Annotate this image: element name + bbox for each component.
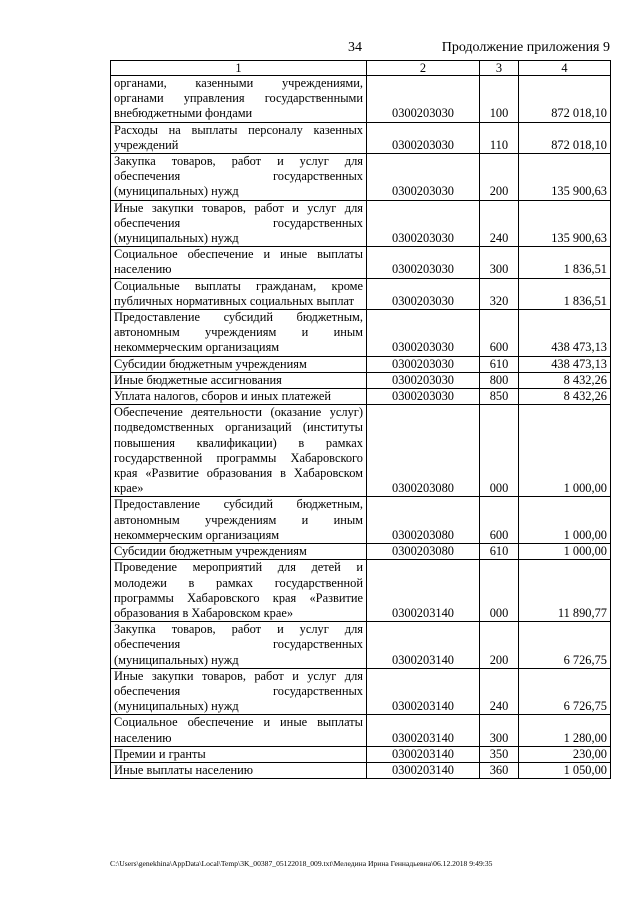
row-description: Премии и гранты (111, 746, 367, 762)
amount: 6 726,75 (519, 622, 611, 669)
expense-type-code: 600 (480, 310, 519, 357)
table-row (111, 389, 611, 405)
column-number-2: 2 (367, 61, 480, 76)
amount: 11 890,77 (519, 560, 611, 622)
table-row (111, 200, 611, 247)
amount: 1 000,00 (519, 544, 611, 560)
table-row (111, 76, 611, 123)
column-number-row (111, 61, 611, 76)
target-article-code: 0300203140 (367, 668, 480, 715)
amount: 872 018,10 (519, 76, 611, 123)
amount: 1 836,51 (519, 247, 611, 278)
table-body (111, 76, 611, 779)
column-number-4: 4 (519, 61, 611, 76)
target-article-code: 0300203030 (367, 356, 480, 372)
amount: 230,00 (519, 746, 611, 762)
amount: 135 900,63 (519, 154, 611, 201)
amount: 1 280,00 (519, 715, 611, 746)
expense-type-code: 360 (480, 762, 519, 778)
target-article-code: 0300203030 (367, 278, 480, 309)
table-row (111, 746, 611, 762)
table-row (111, 278, 611, 309)
expense-type-code: 000 (480, 405, 519, 497)
target-article-code: 0300203140 (367, 560, 480, 622)
expense-type-code: 300 (480, 247, 519, 278)
row-description: Закупка товаров, работ и услуг для обеспечения государственных (муниципальных) нужд (111, 622, 367, 669)
row-description: Социальное обеспечение и иные выплаты населению (111, 247, 367, 278)
row-description: Социальное обеспечение и иные выплаты населению (111, 715, 367, 746)
target-article-code: 0300203140 (367, 622, 480, 669)
expense-type-code: 110 (480, 122, 519, 153)
row-description: Предоставление субсидий бюджетным, автономным учреждениям и иным некоммерческим организациям (111, 497, 367, 544)
target-article-code: 0300203030 (367, 389, 480, 405)
table-row (111, 622, 611, 669)
row-description: Проведение мероприятий для детей и молодежи в рамках государственной программы Хабаровского края «Развитие образования в Хабаровском крае» (111, 560, 367, 622)
table-row (111, 310, 611, 357)
table-row (111, 356, 611, 372)
expense-type-code: 610 (480, 544, 519, 560)
table-row (111, 544, 611, 560)
target-article-code: 0300203030 (367, 247, 480, 278)
table-row (111, 560, 611, 622)
row-description: Иные закупки товаров, работ и услуг для обеспечения государственных (муниципальных) нужд (111, 668, 367, 715)
target-article-code: 0300203140 (367, 746, 480, 762)
amount: 1 050,00 (519, 762, 611, 778)
target-article-code: 0300203080 (367, 405, 480, 497)
row-description: Обеспечение деятельности (оказание услуг) подведомственных организаций (институты повышения квалификации) в рамках государственной программы Хабаровского края «Развитие образования в Хабаровском крае» (111, 405, 367, 497)
amount: 8 432,26 (519, 389, 611, 405)
amount: 872 018,10 (519, 122, 611, 153)
column-number-1: 1 (111, 61, 367, 76)
expense-type-code: 350 (480, 746, 519, 762)
target-article-code: 0300203140 (367, 762, 480, 778)
table-row (111, 762, 611, 778)
row-description: Иные выплаты населению (111, 762, 367, 778)
target-article-code: 0300203030 (367, 372, 480, 388)
row-description: Уплата налогов, сборов и иных платежей (111, 389, 367, 405)
row-description: Иные закупки товаров, работ и услуг для обеспечения государственных (муниципальных) нужд (111, 200, 367, 247)
expense-type-code: 200 (480, 622, 519, 669)
target-article-code: 0300203030 (367, 122, 480, 153)
amount: 1 000,00 (519, 405, 611, 497)
expense-type-code: 200 (480, 154, 519, 201)
table-row (111, 154, 611, 201)
target-article-code: 0300203140 (367, 715, 480, 746)
amount: 438 473,13 (519, 356, 611, 372)
row-description: Субсидии бюджетным учреждениям (111, 544, 367, 560)
row-description: Закупка товаров, работ и услуг для обеспечения государственных (муниципальных) нужд (111, 154, 367, 201)
expense-type-code: 000 (480, 560, 519, 622)
table-row (111, 122, 611, 153)
amount: 438 473,13 (519, 310, 611, 357)
table-row (111, 715, 611, 746)
amount: 6 726,75 (519, 668, 611, 715)
page-number: 34 (348, 40, 362, 55)
amount: 1 836,51 (519, 278, 611, 309)
appendix-continuation-note: Продолжение приложения 9 (441, 40, 610, 55)
target-article-code: 0300203080 (367, 497, 480, 544)
expense-type-code: 240 (480, 200, 519, 247)
page-header (110, 39, 610, 57)
table-row (111, 372, 611, 388)
expense-type-code: 100 (480, 76, 519, 123)
table-row (111, 405, 611, 497)
row-description: Субсидии бюджетным учреждениям (111, 356, 367, 372)
table-row (111, 247, 611, 278)
expense-type-code: 300 (480, 715, 519, 746)
target-article-code: 0300203030 (367, 76, 480, 123)
expense-type-code: 850 (480, 389, 519, 405)
row-description: Предоставление субсидий бюджетным, автономным учреждениям и иным некоммерческим организациям (111, 310, 367, 357)
row-description: Иные бюджетные ассигнования (111, 372, 367, 388)
row-description: Расходы на выплаты персоналу казенных учреждений (111, 122, 367, 153)
expense-type-code: 600 (480, 497, 519, 544)
expense-type-code: 610 (480, 356, 519, 372)
expense-type-code: 800 (480, 372, 519, 388)
target-article-code: 0300203030 (367, 310, 480, 357)
row-description: органами, казенными учреждениями, органами управления государственными внебюджетными фондами (111, 76, 367, 123)
column-number-3: 3 (480, 61, 519, 76)
expense-type-code: 320 (480, 278, 519, 309)
amount: 135 900,63 (519, 200, 611, 247)
target-article-code: 0300203030 (367, 200, 480, 247)
table-row (111, 497, 611, 544)
target-article-code: 0300203030 (367, 154, 480, 201)
row-description: Социальные выплаты гражданам, кроме публичных нормативных социальных выплат (111, 278, 367, 309)
target-article-code: 0300203080 (367, 544, 480, 560)
expense-type-code: 240 (480, 668, 519, 715)
amount: 1 000,00 (519, 497, 611, 544)
budget-table (110, 60, 611, 779)
amount: 8 432,26 (519, 372, 611, 388)
table-row (111, 668, 611, 715)
footer-file-path: C:\Users\genekhina\AppData\Local\Temp\3K_00387_05122018_009.txt\Меледина Ирина Геннадьевна\06.12.2018 9:49:35 (110, 859, 493, 868)
table-header (111, 61, 611, 76)
